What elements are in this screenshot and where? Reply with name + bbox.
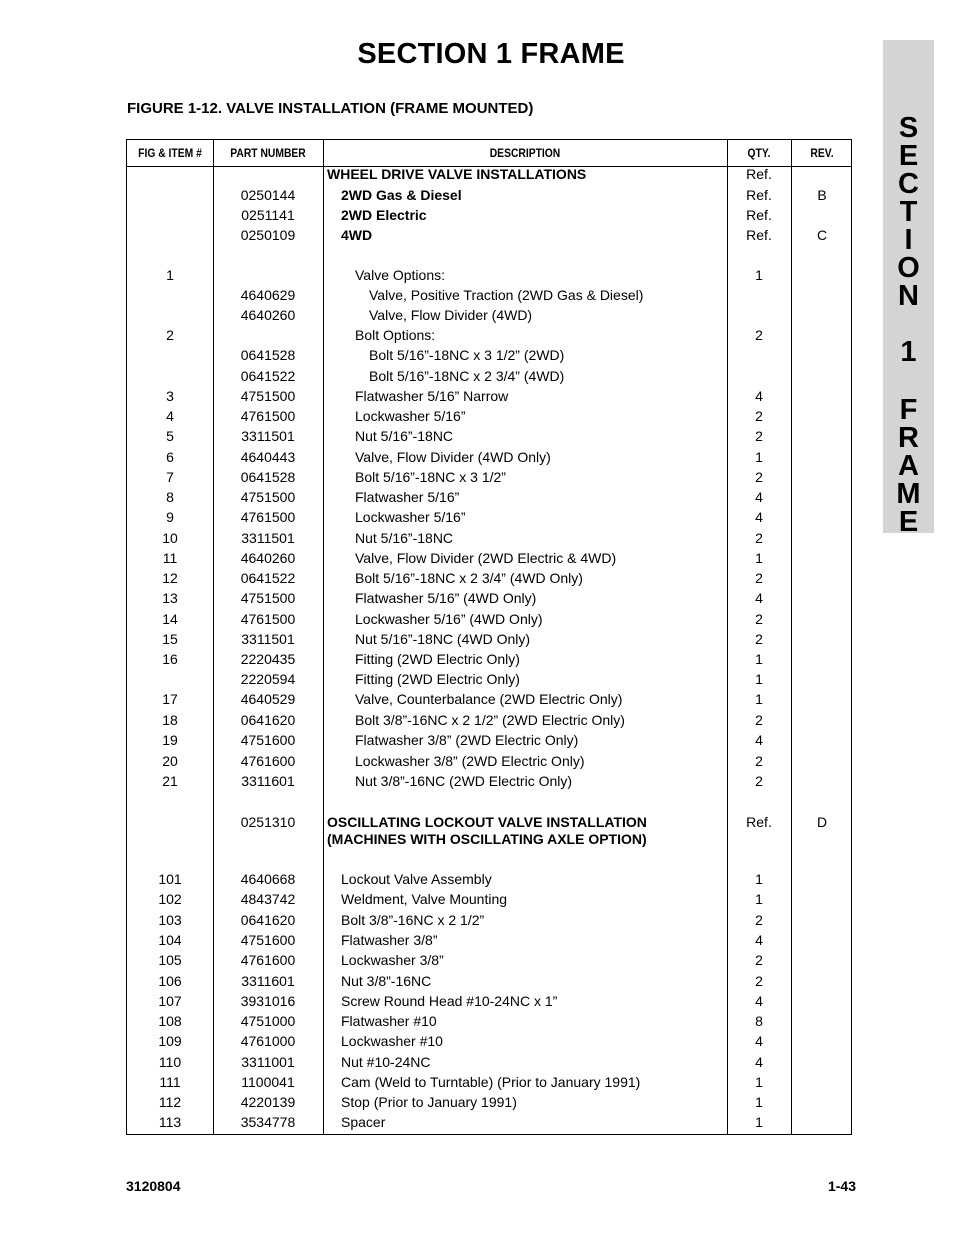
part-number: 3311001 <box>241 1054 295 1070</box>
figure-title: FIGURE 1-12. VALVE INSTALLATION (FRAME MOUNTED) <box>127 100 534 117</box>
fig-item-number: 4 <box>166 408 174 424</box>
part-description: Cam (Weld to Turntable) (Prior to January 1991) <box>341 1074 641 1090</box>
table-row <box>127 631 853 651</box>
part-number: 0251310 <box>240 814 296 830</box>
quantity: 4 <box>755 932 763 948</box>
part-number: 4761500 <box>240 509 296 525</box>
part-number: 0641528 <box>240 347 296 363</box>
fig-item-number: 105 <box>158 952 182 968</box>
quantity: 1 <box>755 891 763 907</box>
fig-item-number: 12 <box>162 570 178 586</box>
part-number: 2220594 <box>240 671 296 687</box>
table-row <box>127 267 853 287</box>
quantity: Ref. <box>746 166 772 182</box>
part-description: Bolt 5/16”-18NC x 2 3/4” (4WD) <box>369 368 565 384</box>
part-number: 0641620 <box>240 912 296 928</box>
part-description: OSCILLATING LOCKOUT VALVE INSTALLATION <box>327 814 647 830</box>
table-row <box>127 993 853 1013</box>
revision: B <box>817 187 827 203</box>
part-description: Bolt 3/8”-16NC x 2 1/2” (2WD Electric Only) <box>355 712 625 728</box>
quantity: 1 <box>755 651 763 667</box>
header-rev: REV. <box>810 146 834 160</box>
part-number: 4751600 <box>240 732 296 748</box>
fig-item-number: 103 <box>158 912 182 928</box>
part-number: 0641522 <box>240 570 296 586</box>
part-description: 2WD Gas & Diesel <box>341 187 462 203</box>
part-description: Flatwasher 3/8” (2WD Electric Only) <box>355 732 579 748</box>
document-number: 3120804 <box>126 1178 181 1194</box>
part-description: Flatwasher 5/16” <box>355 489 460 505</box>
table-row <box>127 287 853 307</box>
part-description: Valve Options: <box>355 267 446 283</box>
part-number: 3311601 <box>241 973 295 989</box>
part-number: 4640443 <box>240 449 296 465</box>
quantity: Ref. <box>746 814 772 830</box>
part-number: 3931016 <box>240 993 296 1009</box>
fig-item-number: 2 <box>166 327 174 343</box>
part-description: Bolt 5/16”-18NC x 3 1/2” <box>355 469 506 485</box>
side-tab-letter: A <box>898 450 919 482</box>
part-number: 4751000 <box>240 1013 296 1029</box>
quantity: 4 <box>755 509 763 525</box>
part-number: 3311601 <box>241 773 295 789</box>
table-row <box>127 408 853 428</box>
table-row <box>127 814 853 847</box>
table-row <box>127 651 853 671</box>
part-description: Lockwasher 3/8” <box>341 952 444 968</box>
page-title: SECTION 1 FRAME <box>357 38 625 70</box>
part-description: Flatwasher 5/16” Narrow <box>355 388 509 404</box>
part-number: 0641528 <box>240 469 296 485</box>
part-description: Nut 5/16”-18NC (4WD Only) <box>355 631 531 647</box>
side-tab-letter: E <box>898 140 919 172</box>
quantity: 2 <box>755 611 763 627</box>
fig-item-number: 15 <box>162 631 178 647</box>
part-number: 4220139 <box>240 1094 296 1110</box>
quantity: 4 <box>755 1033 763 1049</box>
side-tab-letter: M <box>896 478 921 510</box>
part-number: 4751500 <box>240 489 296 505</box>
part-description: Valve, Flow Divider (2WD Electric & 4WD) <box>355 550 617 566</box>
part-number: 3311501 <box>241 530 295 546</box>
part-description: Flatwasher 5/16” (4WD Only) <box>355 590 537 606</box>
quantity: 4 <box>755 388 763 404</box>
table-row <box>127 590 853 610</box>
part-description: Nut 3/8”-16NC (2WD Electric Only) <box>355 773 573 789</box>
part-number: 3311501 <box>241 428 295 444</box>
table-row <box>127 1074 853 1094</box>
quantity: 8 <box>755 1013 763 1029</box>
quantity: 4 <box>755 732 763 748</box>
fig-item-number: 11 <box>162 550 178 566</box>
table-row <box>127 388 853 408</box>
fig-item-number: 1 <box>166 267 174 283</box>
part-description: Lockwasher #10 <box>341 1033 443 1049</box>
quantity: Ref. <box>746 227 772 243</box>
quantity: 2 <box>755 973 763 989</box>
part-description: Lockwasher 5/16” <box>355 408 466 424</box>
part-description: Bolt 5/16”-18NC x 2 3/4” (4WD Only) <box>355 570 583 586</box>
fig-item-number: 102 <box>158 891 182 907</box>
part-description: Fitting (2WD Electric Only) <box>355 671 520 687</box>
part-number: 0641522 <box>240 368 296 384</box>
quantity: 1 <box>755 1074 763 1090</box>
table-row <box>127 871 853 891</box>
part-number: 0251141 <box>241 207 295 223</box>
fig-item-number: 6 <box>166 449 174 465</box>
part-number: 1100041 <box>241 1074 295 1090</box>
table-row <box>127 428 853 448</box>
part-description: 4WD <box>341 227 373 243</box>
part-description: Valve, Counterbalance (2WD Electric Only) <box>355 691 623 707</box>
section-side-tab <box>883 40 934 538</box>
quantity: 1 <box>755 550 763 566</box>
table-row <box>127 327 853 347</box>
fig-item-number: 106 <box>158 973 182 989</box>
revision: C <box>816 227 828 243</box>
part-description: Valve, Flow Divider (4WD) <box>369 307 533 323</box>
table-row <box>127 671 853 691</box>
revision: D <box>816 814 828 830</box>
table-row <box>127 1114 853 1134</box>
part-description: Lockout Valve Assembly <box>341 871 492 887</box>
fig-item-number: 21 <box>162 773 178 789</box>
quantity: 2 <box>755 570 763 586</box>
quantity: 2 <box>755 530 763 546</box>
part-description: Flatwasher 3/8” <box>341 932 438 948</box>
side-tab-letter: 1 <box>900 336 917 368</box>
part-description: Fitting (2WD Electric Only) <box>355 651 520 667</box>
fig-item-number: 107 <box>158 993 182 1009</box>
quantity: 2 <box>755 327 763 343</box>
table-row <box>127 952 853 972</box>
part-number: 4761600 <box>240 753 296 769</box>
part-description: Lockwasher 3/8” (2WD Electric Only) <box>355 753 585 769</box>
part-description: Lockwasher 5/16” <box>355 509 466 525</box>
table-row <box>127 187 853 207</box>
table-row <box>127 347 853 367</box>
part-number: 4640629 <box>240 287 296 303</box>
part-description: Spacer <box>341 1114 386 1130</box>
quantity: 4 <box>755 489 763 505</box>
part-description: Nut #10-24NC <box>341 1054 431 1070</box>
header-part-number: PART NUMBER <box>230 146 306 160</box>
header-fig-item: FIG & ITEM # <box>138 146 202 160</box>
table-row <box>127 509 853 529</box>
table-row <box>127 773 853 793</box>
table-row <box>127 1013 853 1033</box>
part-number: 4640668 <box>240 871 296 887</box>
table-row <box>127 1094 853 1114</box>
part-description: Bolt Options: <box>355 327 436 343</box>
part-description: Flatwasher #10 <box>341 1013 437 1029</box>
part-description: Valve, Positive Traction (2WD Gas & Diesel) <box>369 287 644 303</box>
part-number: 4751600 <box>240 932 296 948</box>
quantity: 1 <box>755 449 763 465</box>
fig-item-number: 7 <box>166 469 174 485</box>
quantity: 1 <box>755 1094 763 1110</box>
quantity: 2 <box>755 753 763 769</box>
table-row <box>127 227 853 247</box>
part-number: 4640260 <box>240 307 296 323</box>
table-row <box>127 207 853 227</box>
quantity: Ref. <box>746 187 772 203</box>
table-row <box>127 469 853 489</box>
table-row <box>127 449 853 469</box>
fig-item-number: 18 <box>162 712 178 728</box>
part-number: 4761600 <box>240 952 296 968</box>
fig-item-number: 19 <box>162 732 178 748</box>
part-description: Stop (Prior to January 1991) <box>341 1094 517 1110</box>
part-number: 4761000 <box>240 1033 296 1049</box>
table-row <box>127 932 853 952</box>
fig-item-number: 108 <box>158 1013 182 1029</box>
quantity: 4 <box>755 993 763 1009</box>
quantity: 2 <box>755 773 763 789</box>
fig-item-number: 101 <box>158 871 182 887</box>
quantity: 2 <box>755 631 763 647</box>
fig-item-number: 111 <box>159 1074 181 1090</box>
part-number: 0641620 <box>240 712 296 728</box>
table-row <box>127 489 853 509</box>
quantity: 2 <box>755 469 763 485</box>
fig-item-number: 110 <box>158 1054 182 1070</box>
fig-item-number: 109 <box>158 1033 182 1049</box>
table-row <box>127 912 853 932</box>
quantity: Ref. <box>746 207 772 223</box>
table-row <box>127 891 853 911</box>
fig-item-number: 5 <box>166 428 174 444</box>
part-number: 3534778 <box>240 1114 296 1130</box>
fig-item-number: 112 <box>158 1094 182 1110</box>
side-tab-letter: S <box>898 112 919 144</box>
side-tab-letter: C <box>898 168 919 200</box>
part-number: 4843742 <box>240 891 296 907</box>
part-description: Bolt 3/8”-16NC x 2 1/2” <box>341 912 485 928</box>
side-tab-letter: O <box>897 252 920 284</box>
part-number: 4761500 <box>240 408 296 424</box>
quantity: 4 <box>755 1054 763 1070</box>
table-row <box>127 570 853 590</box>
part-description: Weldment, Valve Mounting <box>341 891 508 907</box>
quantity: 1 <box>755 267 763 283</box>
parts-table <box>126 139 852 1135</box>
side-tab-letter: F <box>899 394 918 426</box>
quantity: 1 <box>755 691 763 707</box>
fig-item-number: 13 <box>162 590 178 606</box>
header-description: DESCRIPTION <box>489 146 561 160</box>
fig-item-number: 16 <box>162 651 178 667</box>
part-description: Bolt 5/16”-18NC x 3 1/2” (2WD) <box>369 347 565 363</box>
table-row <box>127 732 853 752</box>
part-description: Nut 5/16”-18NC <box>355 530 454 546</box>
part-number: 4751500 <box>240 388 296 404</box>
part-description: 2WD Electric <box>341 207 427 223</box>
part-number: 0250144 <box>240 187 296 203</box>
quantity: 2 <box>755 952 763 968</box>
table-row <box>127 368 853 388</box>
quantity: 1 <box>755 1114 763 1130</box>
quantity: 1 <box>755 871 763 887</box>
part-description: Nut 3/8”-16NC <box>341 973 432 989</box>
fig-item-number: 14 <box>162 611 178 627</box>
table-row <box>127 691 853 711</box>
table-row <box>127 1033 853 1053</box>
fig-item-number: 113 <box>158 1114 182 1130</box>
side-tab-letter: I <box>904 224 913 256</box>
part-number: 2220435 <box>240 651 296 667</box>
part-description: WHEEL DRIVE VALVE INSTALLATIONS <box>327 166 587 182</box>
part-description-line-2: (MACHINES WITH OSCILLATING AXLE OPTION) <box>327 831 647 847</box>
part-description: Nut 5/16”-18NC <box>355 428 454 444</box>
page-number: 1-43 <box>827 1178 856 1194</box>
side-tab-letter: N <box>898 280 919 312</box>
side-tab-letter: R <box>898 422 919 454</box>
fig-item-number: 20 <box>162 753 178 769</box>
fig-item-number: 3 <box>166 388 174 404</box>
fig-item-number: 9 <box>166 509 174 525</box>
table-row <box>127 1054 853 1074</box>
part-number: 4640529 <box>240 691 296 707</box>
table-row <box>127 611 853 631</box>
fig-item-number: 104 <box>158 932 182 948</box>
quantity: 2 <box>755 408 763 424</box>
header-qty: QTY. <box>747 146 771 160</box>
table-row <box>127 166 853 186</box>
part-number: 4761500 <box>240 611 296 627</box>
fig-item-number: 17 <box>162 691 178 707</box>
part-number: 3311501 <box>241 631 295 647</box>
table-row <box>127 307 853 327</box>
fig-item-number: 8 <box>166 489 174 505</box>
quantity: 2 <box>755 912 763 928</box>
fig-item-number: 10 <box>162 530 178 546</box>
quantity: 2 <box>755 712 763 728</box>
quantity: 1 <box>755 671 763 687</box>
table-row <box>127 530 853 550</box>
table-row <box>127 712 853 732</box>
quantity: 4 <box>755 590 763 606</box>
table-row <box>127 550 853 570</box>
part-description: Screw Round Head #10-24NC x 1” <box>341 993 558 1009</box>
part-number: 4640260 <box>240 550 296 566</box>
part-description: Lockwasher 5/16” (4WD Only) <box>355 611 543 627</box>
part-number: 4751500 <box>240 590 296 606</box>
table-row <box>127 973 853 993</box>
side-tab-letter: E <box>898 506 919 538</box>
part-number: 0250109 <box>240 227 296 243</box>
part-description: Valve, Flow Divider (4WD Only) <box>355 449 551 465</box>
side-tab-letter: T <box>899 196 918 228</box>
table-row <box>127 753 853 773</box>
quantity: 2 <box>755 428 763 444</box>
